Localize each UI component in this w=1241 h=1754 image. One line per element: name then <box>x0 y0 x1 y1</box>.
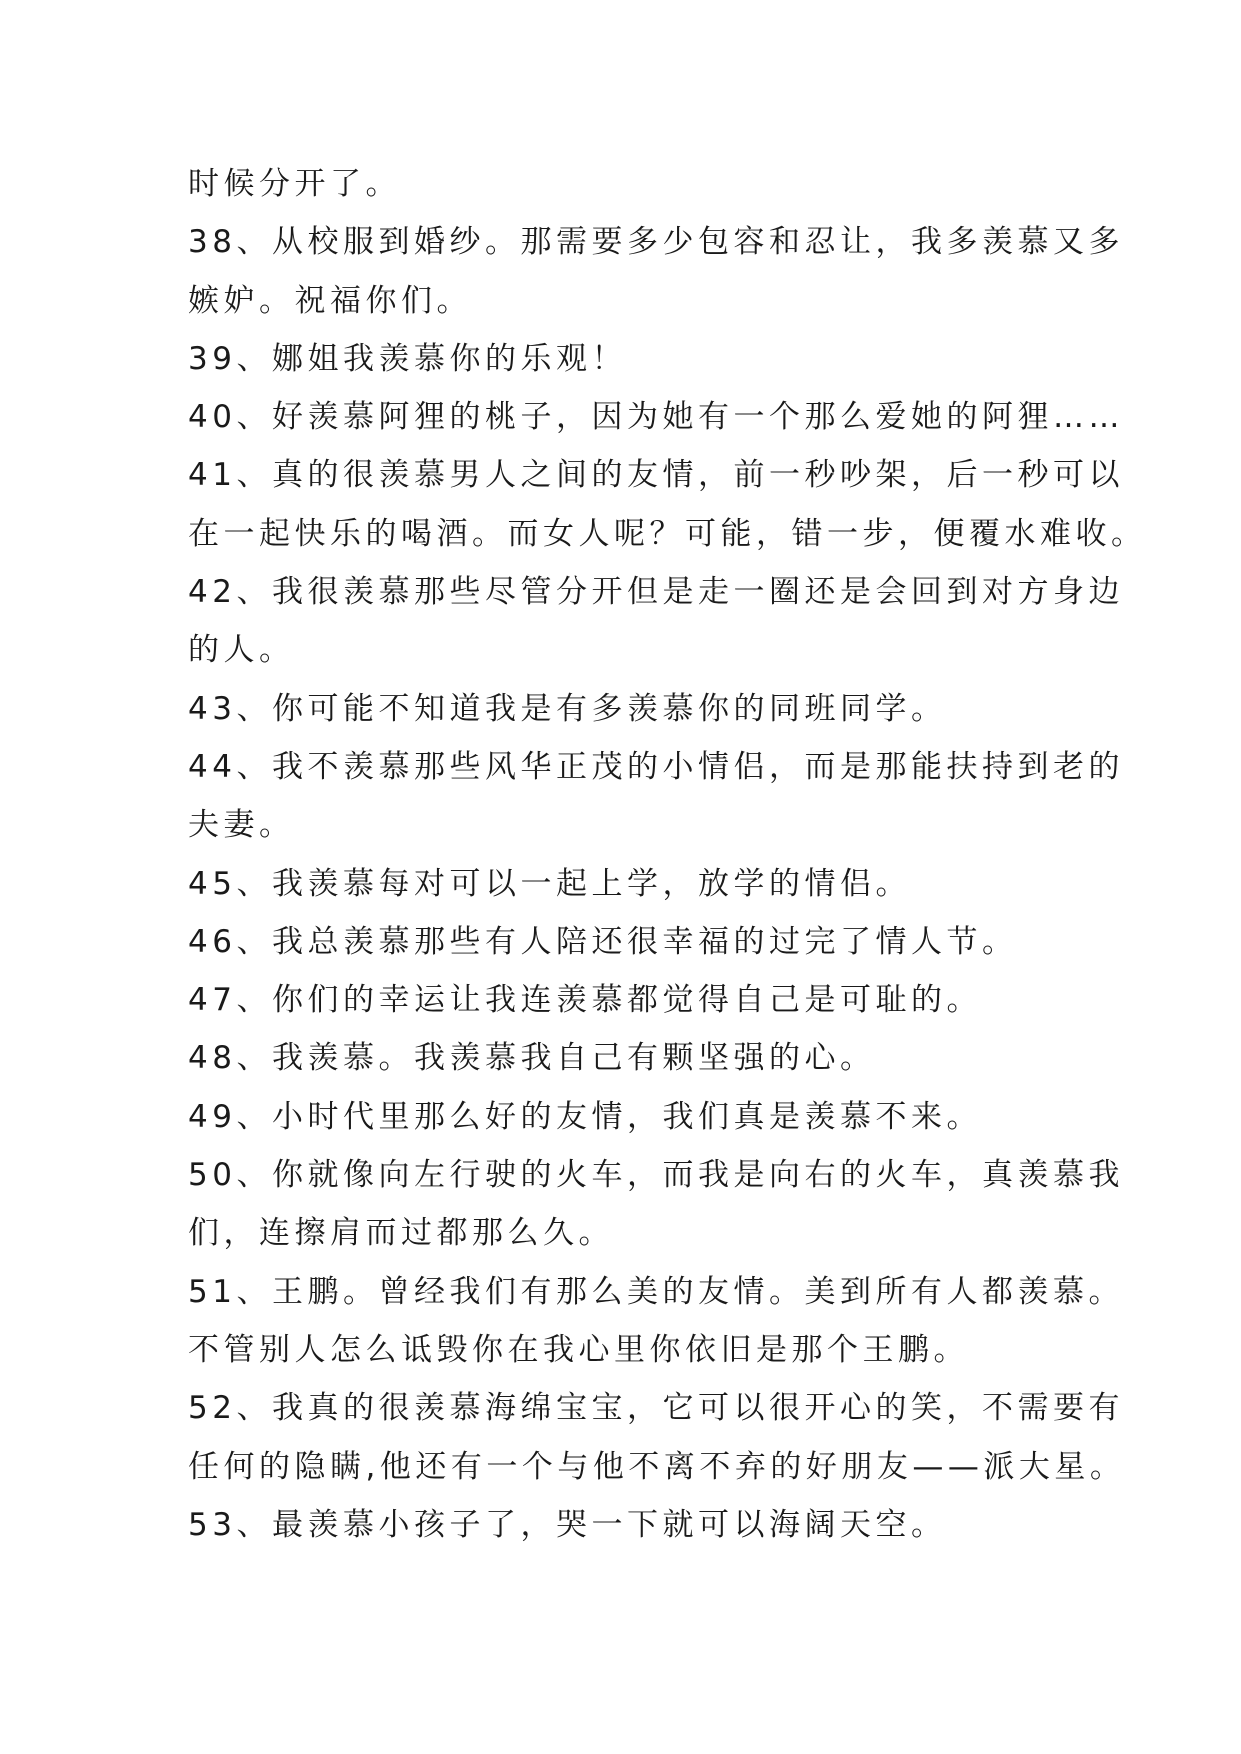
text-body <box>188 155 1147 1554</box>
text-line: 夫妻。 <box>188 807 295 844</box>
text-line: 49、小时代里那么好的友情，我们真是羡慕不来。 <box>188 1098 982 1135</box>
text-line: 38、从校服到婚纱。那需要多少包容和忍让，我多羡慕又多 <box>188 224 1124 261</box>
text-line: 47、你们的幸运让我连羡慕都觉得自己是可耻的。 <box>188 982 982 1019</box>
text-line: 45、我羡慕每对可以一起上学，放学的情侣。 <box>188 865 911 902</box>
text-line: 42、我很羡慕那些尽管分开但是走一圈还是会回到对方身边 <box>188 574 1124 611</box>
text-line: 51、王鹏。曾经我们有那么美的友情。美到所有人都羡慕。 <box>188 1273 1124 1310</box>
text-line: 们，连擦肩而过都那么久。 <box>188 1215 614 1252</box>
text-line: 40、好羡慕阿狸的桃子，因为她有一个那么爱她的阿狸…… <box>188 399 1124 436</box>
text-line: 41、真的很羡慕男人之间的友情，前一秒吵架，后一秒可以 <box>188 457 1124 494</box>
text-line: 52、我真的很羡慕海绵宝宝，它可以很开心的笑，不需要有 <box>188 1390 1124 1427</box>
text-line: 48、我羡慕。我羡慕我自己有颗坚强的心。 <box>188 1040 876 1077</box>
text-line: 不管别人怎么诋毁你在我心里你依旧是那个王鹏。 <box>188 1331 969 1368</box>
text-line: 43、你可能不知道我是有多羡慕你的同班同学。 <box>188 690 947 727</box>
text-line: 嫉妒。祝福你们。 <box>188 282 472 319</box>
text-line: 53、最羡慕小孩子了，哭一下就可以海阔天空。 <box>188 1506 947 1543</box>
text-line: 44、我不羡慕那些风华正茂的小情侣，而是那能扶持到老的 <box>188 748 1124 785</box>
text-line: 46、我总羡慕那些有人陪还很幸福的过完了情人节。 <box>188 923 1018 960</box>
text-line: 在一起快乐的喝酒。而女人呢？可能，错一步，便覆水难收。 <box>188 515 1147 552</box>
text-line: 的人。 <box>188 632 295 669</box>
text-line: 50、你就像向左行驶的火车，而我是向右的火车，真羡慕我 <box>188 1157 1124 1194</box>
text-line: 39、娜姐我羡慕你的乐观！ <box>188 340 627 377</box>
text-line: 时候分开了。 <box>188 166 401 202</box>
text-line: 任何的隐瞒,他还有一个与他不离不弃的好朋友——派大星。 <box>188 1448 1126 1485</box>
